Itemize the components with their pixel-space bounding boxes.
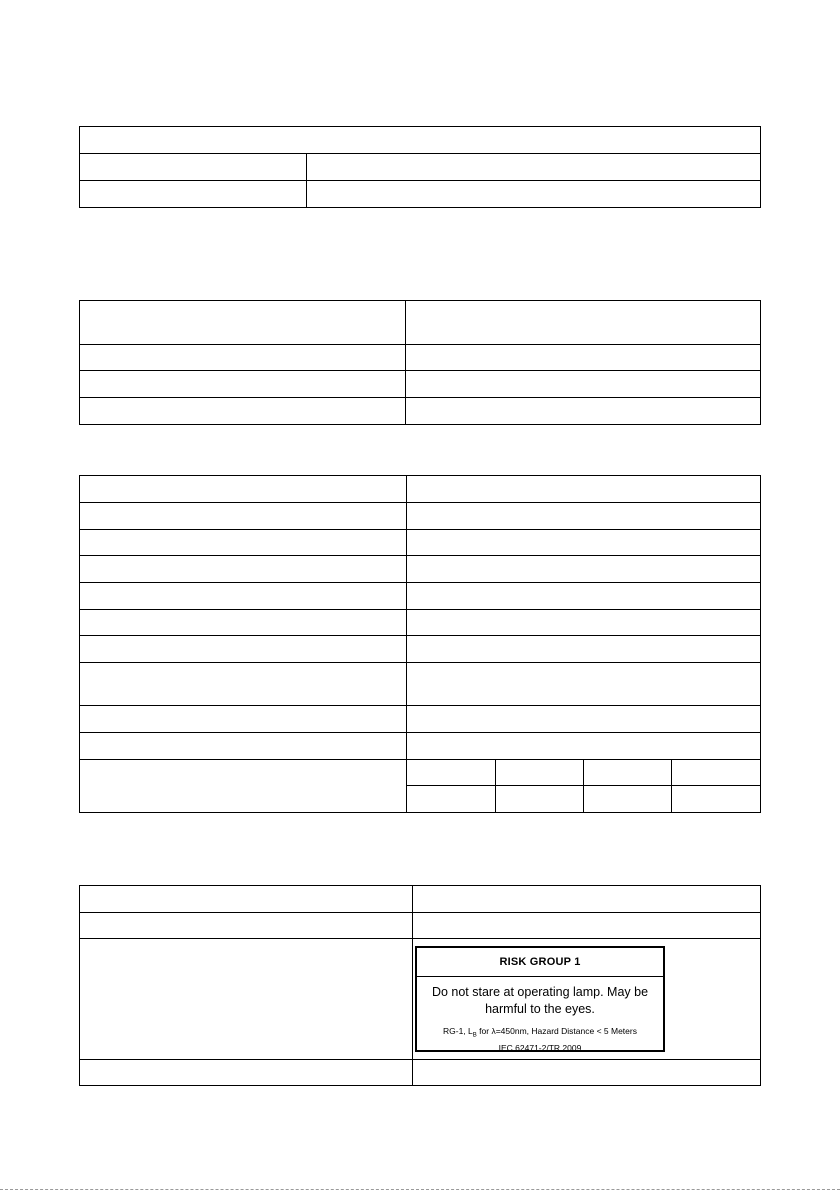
- table-row: [80, 370, 760, 371]
- sub-column-divider: [671, 759, 672, 812]
- sub-column-divider: [495, 759, 496, 812]
- risk-spec-line: [417, 1018, 663, 1054]
- risk-group-heading: RISK GROUP 1: [417, 948, 663, 977]
- table-row: [80, 344, 760, 345]
- risk-warning-text: Do not stare at operating lamp. May be harmful to the eyes.: [431, 985, 649, 1016]
- table-row: [80, 555, 760, 556]
- table-row: [80, 732, 760, 733]
- table-row: [80, 609, 760, 610]
- table-row: [80, 180, 760, 181]
- table-row: [80, 582, 760, 583]
- page-edge: [0, 1189, 840, 1190]
- table-row: [80, 1059, 760, 1060]
- risk-standard: IEC 62471-2/TR 2009: [498, 1042, 582, 1053]
- table-1: [79, 126, 761, 208]
- table-2: [79, 300, 761, 425]
- risk-spec-suffix: for λ=450nm, Hazard Distance < 5 Meters: [476, 1026, 637, 1036]
- table-3: [79, 475, 761, 813]
- column-divider: [405, 301, 406, 424]
- column-divider: [412, 886, 413, 1085]
- sub-column-divider: [583, 759, 584, 812]
- table-row: [80, 529, 760, 530]
- table-row: [80, 705, 760, 706]
- risk-spec-subscript: B: [472, 1032, 477, 1039]
- table-row: [80, 397, 760, 398]
- table-row: [80, 759, 760, 760]
- table-row: [80, 635, 760, 636]
- table-row: [80, 502, 760, 503]
- column-divider: [406, 476, 407, 812]
- column-divider: [306, 153, 307, 207]
- risk-spec-prefix: RG-1, L: [443, 1026, 473, 1036]
- table-row: [80, 912, 760, 913]
- table-row: [80, 153, 760, 154]
- table-row: [80, 662, 760, 663]
- risk-group-label: [415, 946, 665, 1052]
- table-row: [80, 938, 760, 939]
